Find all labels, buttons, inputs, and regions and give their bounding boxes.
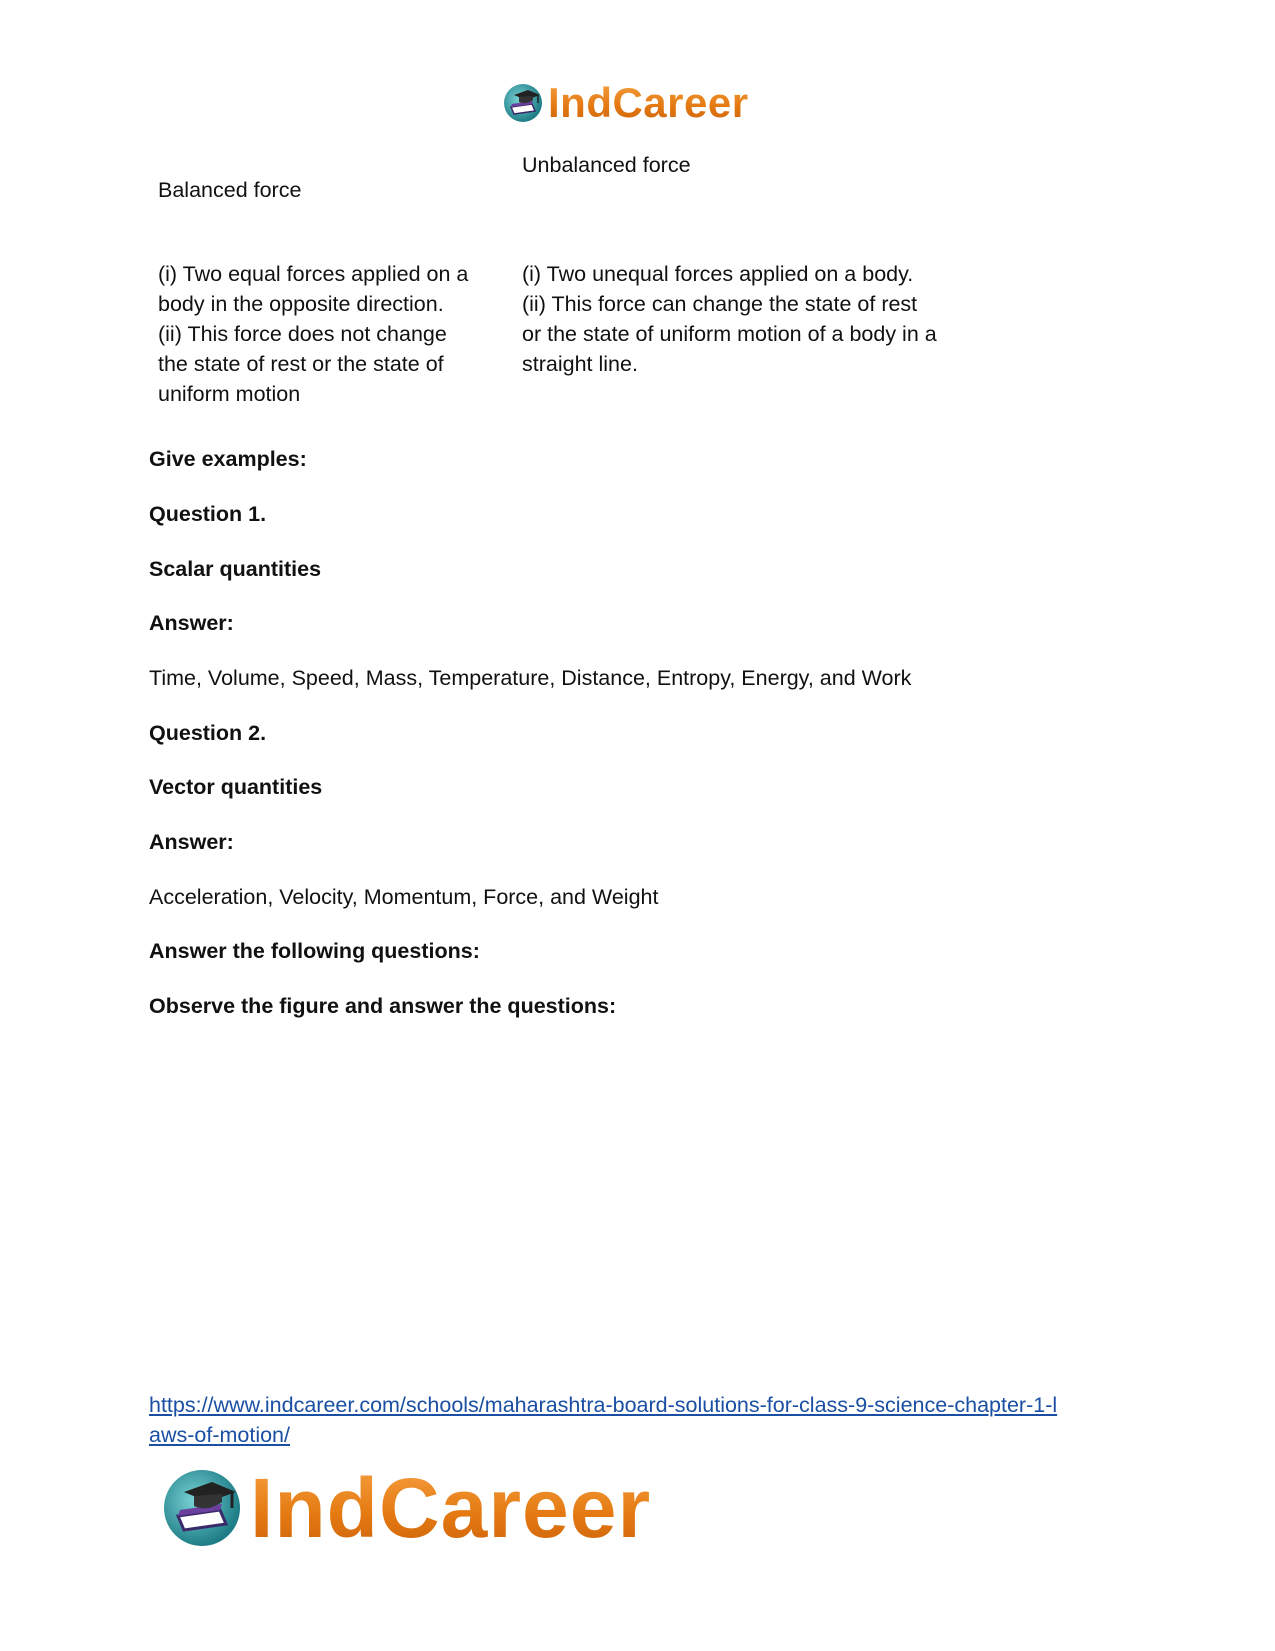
unbalanced-line: or the state of uniform motion of a body in a: [522, 322, 937, 346]
observe-figure-heading: Observe the figure and answer the questions:: [149, 994, 617, 1018]
source-url-line-2[interactable]: aws-of-motion/: [149, 1423, 290, 1447]
answer-following-heading: Answer the following questions:: [149, 939, 480, 963]
logo-wordmark: IndCareer: [250, 1460, 652, 1555]
graduation-book-icon: [160, 1466, 244, 1550]
question-2-text: Vector quantities: [149, 775, 323, 799]
balanced-force-description: [158, 259, 468, 409]
source-url-line-1[interactable]: https://www.indcareer.com/schools/maharashtra-board-solutions-for-class-9-science-chapter-1-l: [149, 1393, 1058, 1417]
graduation-book-icon: [502, 82, 544, 124]
balanced-line: (ii) This force does not change: [158, 322, 447, 346]
question-2-answer-label: Answer:: [149, 830, 234, 854]
question-1-answer: Time, Volume, Speed, Mass, Temperature, Distance, Entropy, Energy, and Work: [149, 666, 912, 690]
balanced-line: uniform motion: [158, 382, 301, 406]
source-url-link[interactable]: [149, 1390, 1057, 1450]
balanced-line: (i) Two equal forces applied on a: [158, 262, 469, 286]
question-1-text: Scalar quantities: [149, 557, 322, 581]
logo-wordmark: IndCareer: [548, 79, 749, 126]
give-examples-heading: Give examples:: [149, 447, 307, 471]
unbalanced-force-heading: Unbalanced force: [522, 153, 691, 177]
header-logo: [502, 80, 749, 126]
balanced-line: the state of rest or the state of: [158, 352, 444, 376]
unbalanced-line: straight line.: [522, 352, 638, 376]
question-1-label: Question 1.: [149, 502, 267, 526]
balanced-force-heading: Balanced force: [158, 178, 302, 202]
unbalanced-force-description: [522, 259, 937, 379]
question-2-answer: Acceleration, Velocity, Momentum, Force, and Weight: [149, 885, 659, 909]
question-1-answer-label: Answer:: [149, 611, 234, 635]
unbalanced-line: (i) Two unequal forces applied on a body.: [522, 262, 914, 286]
footer-logo: [160, 1460, 652, 1555]
unbalanced-line: (ii) This force can change the state of rest: [522, 292, 918, 316]
balanced-line: body in the opposite direction.: [158, 292, 444, 316]
question-2-label: Question 2.: [149, 721, 267, 745]
